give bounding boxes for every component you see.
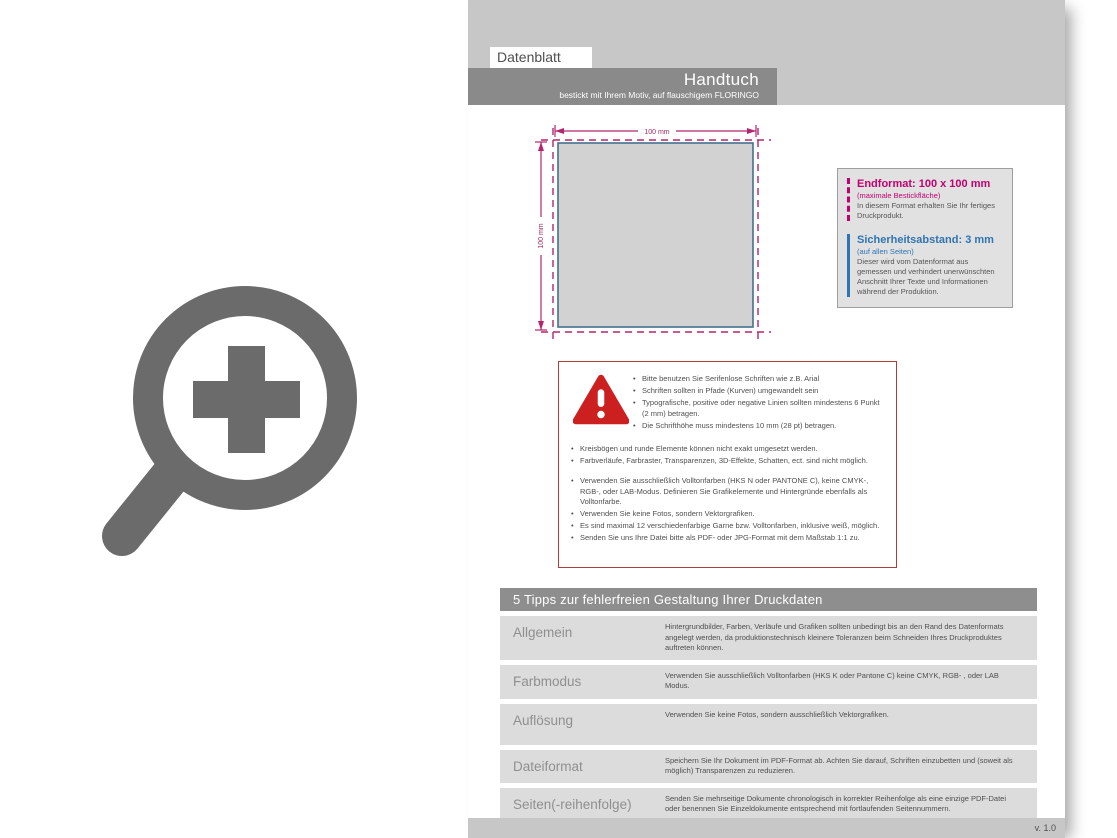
safety-subtitle: (auf allen Seiten) (857, 247, 914, 256)
version-bar (468, 818, 1065, 838)
tips-row (500, 616, 1037, 660)
warning-item: • Senden Sie uns Ihre Datei bitte als PDF- oder JPG-Format mit dem Maßstab 1:1 zu. (569, 533, 886, 544)
warning-item: • Die Schrifthöhe muss mindestens 10 mm (28 pt) betragen. (631, 421, 881, 432)
tips-row (500, 704, 1037, 745)
tips-rows (500, 616, 1037, 821)
warning-item: • Schriften sollten in Pfade (Kurven) umgewandelt sein (631, 386, 881, 397)
tips-row (500, 665, 1037, 699)
product-subtitle: bestickt mit Ihrem Motiv, auf flauschigem FLORINGO (559, 90, 759, 100)
arrow-up-icon (538, 142, 544, 151)
product-header (468, 68, 777, 105)
format-info-box (837, 168, 1013, 308)
width-dimension-label: 100 mm (644, 129, 670, 136)
warning-item: • Typografische, positive oder negative Linien sollten mindestens 6 Punkt (2 mm) betragen. (631, 398, 881, 419)
arrow-left-icon (555, 128, 564, 134)
tips-row-label: Dateiformat (513, 758, 583, 774)
warning-item: • Es sind maximal 12 verschiedenfarbige Garne bzw. Volltonfarben, inklusive weiß, möglich. (569, 521, 886, 532)
safety-title: Sicherheitsabstand: 3 mm (857, 234, 994, 246)
tips-row-label: Farbmodus (513, 673, 582, 689)
format-diagram (528, 118, 788, 358)
tips-row-text: Speichern Sie Ihr Dokument im PDF-Format ab. Achten Sie darauf, Schriften einzubetten und (soweit als möglich) Transparenzen zu reduzieren. (665, 755, 1013, 775)
safety-text: Dieser wird vom Datenformat aus gemessen und verhindert unerwünschten Anschnitt Ihrer Texte und Informationen während der Produktion. (857, 257, 995, 296)
warning-item: • Bitte benutzen Sie Serifenlose Schriften wie z.B. Arial (631, 374, 881, 385)
arrow-right-icon (747, 128, 756, 134)
warning-item: • Farbverläufe, Farbraster, Transparenzen, 3D-Effekte, Schatten, ect. sind nicht möglich. (569, 456, 886, 467)
magnifier-svg (100, 278, 360, 558)
endformat-title: Endformat: 100 x 100 mm (857, 178, 991, 190)
zoom-plus-icon (100, 278, 360, 563)
tips-row-text: Verwenden Sie ausschließlich Volltonfarben (HKS K oder Pantone C) keine CMYK, RGB- , oder LAB Modus. (665, 670, 999, 690)
endformat-text: In diesem Format erhalten Sie Ihr fertiges Druckprodukt. (857, 201, 995, 220)
endformat-subtitle: (maximale Bestickfläche) (857, 191, 941, 200)
tips-row-text: Verwenden Sie keine Fotos, sondern ausschließlich Vektorgrafiken. (665, 709, 889, 719)
embroidery-area (558, 143, 753, 327)
warning-triangle-icon (569, 372, 631, 433)
warning-list-shapes (569, 444, 886, 467)
safety-section (847, 234, 1004, 297)
version-label: v. 1.0 (1034, 823, 1056, 833)
tips-row-label: Seiten(-reihenfolge) (513, 796, 632, 812)
format-diagram-svg (528, 118, 788, 353)
warning-item: • Verwenden Sie ausschließlich Volltonfarben (HKS N oder PANTONE C), keine CMYK-, RGB-, oder LAB-Modus. Definieren Sie Grafikelemente und Hintergründe ebenfalls als Volltonfarbe. (569, 476, 886, 508)
tips-row-text: Hintergrundbilder, Farben, Verläufe und Grafiken sollten unbedingt bis an den Rand des Datenformats angelegt werden, da produktionstechnisch kleinere Toleranzen beim Schneiden Ihres Druckproduktes auftreten können. (665, 622, 1004, 652)
tips-row (500, 750, 1037, 783)
arrow-down-icon (538, 321, 544, 330)
warning-item: • Verwenden Sie keine Fotos, sondern Vektorgrafiken. (569, 509, 886, 520)
height-dimension-label: 100 mm (538, 223, 545, 249)
tips-row-text: Senden Sie mehrseitige Dokumente chronologisch in korrekter Reihenfolge als eine einzige PDF-Datei oder benennen Sie Einzeldokumente entsprechend mit fortlaufenden Seitennummern. (665, 793, 1007, 813)
tips-row-label: Allgemein (513, 625, 573, 640)
tips-row (500, 788, 1037, 821)
warning-item: • Kreisbögen und runde Elemente können nicht exakt umgesetzt werden. (569, 444, 886, 455)
warning-list-colors (569, 476, 886, 544)
endformat-section (847, 178, 1004, 221)
datenblatt-tab: Datenblatt (490, 47, 592, 68)
datasheet-page (468, 0, 1065, 838)
tips-row-label: Auflösung (513, 712, 574, 728)
warning-list-fonts (631, 374, 881, 433)
product-title: Handtuch (683, 70, 759, 89)
warning-box (558, 361, 897, 568)
tips-table (500, 588, 1037, 821)
tips-header: 5 Tipps zur fehlerfreien Gestaltung Ihrer Druckdaten (500, 588, 1037, 611)
